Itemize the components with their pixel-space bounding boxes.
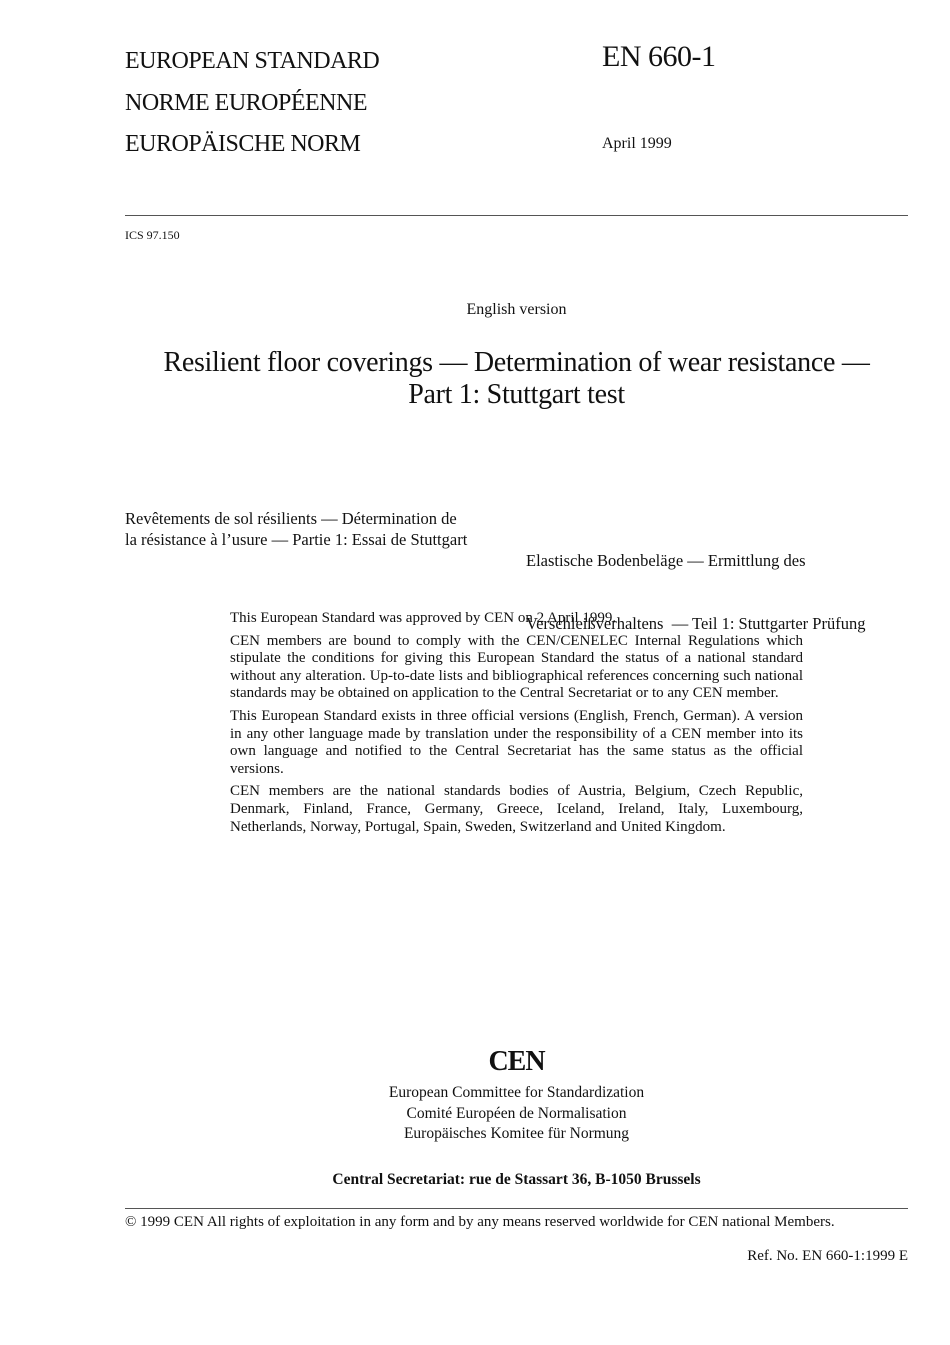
cen-name-de: Europäisches Komitee für Normung (403, 1125, 630, 1142)
cen-logo: CEN (488, 1046, 545, 1077)
publication-date: April 1999 (602, 135, 672, 152)
reference-number: Ref. No. EN 660-1:1999 E (747, 1248, 908, 1264)
subtitle-french-line-2: la résistance à l’usure — Partie 1: Essai de Stuttgart (125, 530, 468, 549)
standard-title-fr: NORME EUROPÉENNE (125, 90, 367, 116)
version-label: English version (466, 301, 567, 318)
standard-title-de: EUROPÄISCHE NORM (125, 131, 361, 157)
standard-title-en: EUROPEAN STANDARD (125, 48, 380, 74)
central-secretariat: Central Secretariat: rue de Stassart 36, B-1050 Brussels (332, 1171, 701, 1188)
paragraph: This European Standard was approved by CEN on 2 April 1999. (230, 610, 617, 626)
subtitle-german-line-2: Verschleißverhaltens — Teil 1: Stuttgarter Prüfung (526, 614, 866, 633)
subtitle-french-line-1: Revêtements de sol résilients — Détermination de (125, 509, 457, 528)
footer-divider (125, 1208, 908, 1209)
cen-name-fr: Comité Européen de Normalisation (406, 1104, 627, 1122)
copyright-notice: © 1999 CEN All rights of exploitation in any form and by any means reserved worldwide for CEN national Members. (125, 1214, 835, 1230)
header-divider (125, 215, 908, 216)
cen-name-en: European Committee for Standardization (388, 1084, 645, 1101)
ics-code: ICS 97.150 (125, 228, 180, 242)
cen-names (125, 1083, 908, 1145)
paragraph: This European Standard exists in three official versions (English, French, German). A version in any other language made by translation under the responsibility of a CEN member into its own language and notified to the Central Secretariat has the same status as the official versions. (230, 707, 803, 777)
document-title-line-1: Resilient floor coverings — Determination of wear resistance — (163, 347, 870, 378)
document-title (105, 347, 928, 411)
paragraph: CEN members are the national standards bodies of Austria, Belgium, Czech Republic, Denmark, Finland, France, Germany, Greece, Iceland, Ireland, Italy, Luxembourg, Netherlands, Norway, Portugal, Spain, Sweden, Switzerland and United Kingdom. (230, 783, 803, 835)
document-number: EN 660-1 (602, 40, 716, 73)
paragraph: CEN members are bound to comply with the CEN/CENELEC Internal Regulations which stipulate the conditions for giving this European Standard the status of a national standard without any alteration. Up-to-date lists and bibliographical references concerning such national standards may be obtained on application to the Central Secretariat or to any CEN member. (230, 632, 803, 702)
document-title-line-2: Part 1: Stuttgart test (408, 379, 625, 410)
subtitle-german-line-1: Elastische Bodenbeläge — Ermittlung des (526, 551, 806, 570)
subtitle-french (125, 508, 520, 550)
approval-text (230, 610, 803, 841)
